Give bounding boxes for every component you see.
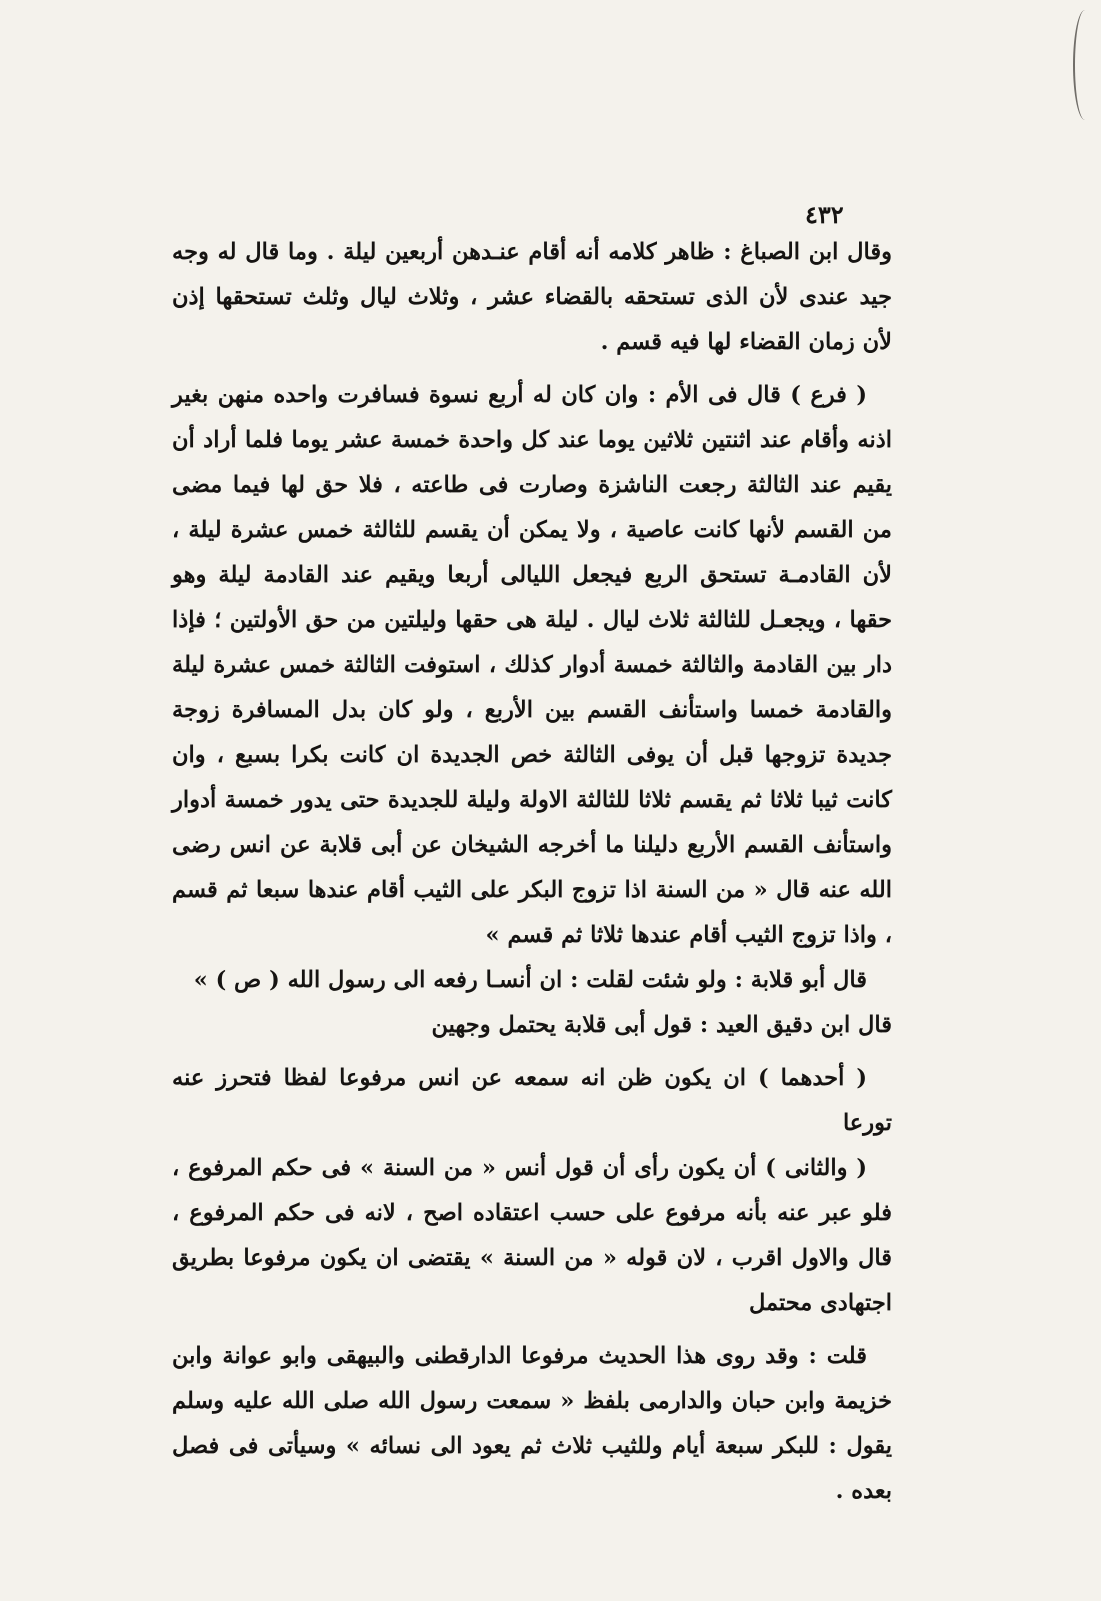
paragraph: قلت : وقد روى هذا الحديث مرفوعا الدارقطنى والبيهقى وابو عوانة وابن خزيمة وابن حبان والدارمى بلفظ « سمعت رسول الله صلى الله عليه وسلم يقول : للبكر سبعة أيام وللثيب ثلاث ثم يعود الى نسائه » وسيأتى فى فصل بعده . [172,1343,892,1504]
paragraph: ( أحدهما ) ان يكون ظن انه سمعه عن انس مرفوعا لفظا فتحرز عنه تورعا [172,1065,892,1136]
page-number: ٤٣٢ [805,200,844,229]
paragraph: ( والثانى ) أن يكون رأى أن قول أنس « من السنة » فى حكم المرفوع ، فلو عبر عنه بأنه مرفوع على حسب اعتقاده اصح ، لانه فى حكم المرفوع ، قال والاول اقرب ، لان قوله « من السنة » يقتضى ان يكون مرفوعا بطريق اجتهادى محتمل [172,1155,892,1316]
paragraph: قال أبو قلابة : ولو شئت لقلت : ان أنسـا رفعه الى رسول الله ( ص ) » [193,967,867,993]
page-edge-mark [1073,10,1097,120]
paragraph: وقال ابن الصباغ : ظاهر كلامه أنه أقام عنـدهن أربعين ليلة . وما قال له وجه جيد عندى لأن الذى تستحقه بالقضاء عشر ، وثلاث ليال وثلث تستحقها إذن لأن زمان القضاء لها فيه قسم . [172,239,892,355]
body-text [172,230,892,1514]
paragraph: ( فرع ) قال فى الأم : وان كان له أربع نسوة فسافرت واحده منهن بغير اذنه وأقام عند اثنتين ثلاثين يوما عند كل واحدة خمسة عشر يوما فلما أراد أن يقيم عند الثالثة رجعت الناشزة وصارت فى طاعته ، فلا حق لها فيما مضى من القسم لأنها كانت عاصية ، ولا يمكن أن يقسم للثالثة خمس عشرة ليلة ، لأن القادمـة تستحق الربع فيجعل الليالى أربعا ويقيم عند القادمة ليلة وهو حقها ، ويجعـل للثالثة ثلاث ليال . ليلة هى حقها وليلتين من حق الأولتين ؛ فإذا دار بين القادمة والثالثة خمسة أدوار كذلك ، استوفت الثالثة خمس عشرة ليلة والقادمة خمسا واستأنف القسم بين الأربع ، ولو كان بدل المسافرة زوجة جديدة تزوجها قبل أن يوفى الثالثة خص الجديدة ان كانت بكرا بسبع ، وان كانت ثيبا ثلاثا ثم يقسم ثلاثا للثالثة الاولة وليلة للجديدة حتى يدور خمسة أدوار واستأنف القسم الأربع دليلنا ما أخرجه الشيخان عن أبى قلابة عن انس رضى الله عنه قال « من السنة اذا تزوج البكر على الثيب أقام عندها سبعا ثم قسم ، واذا تزوج الثيب أقام عندها ثلاثا ثم قسم » [172,382,892,948]
paragraph: قال ابن دقيق العيد : قول أبى قلابة يحتمل وجهين [431,1012,892,1038]
